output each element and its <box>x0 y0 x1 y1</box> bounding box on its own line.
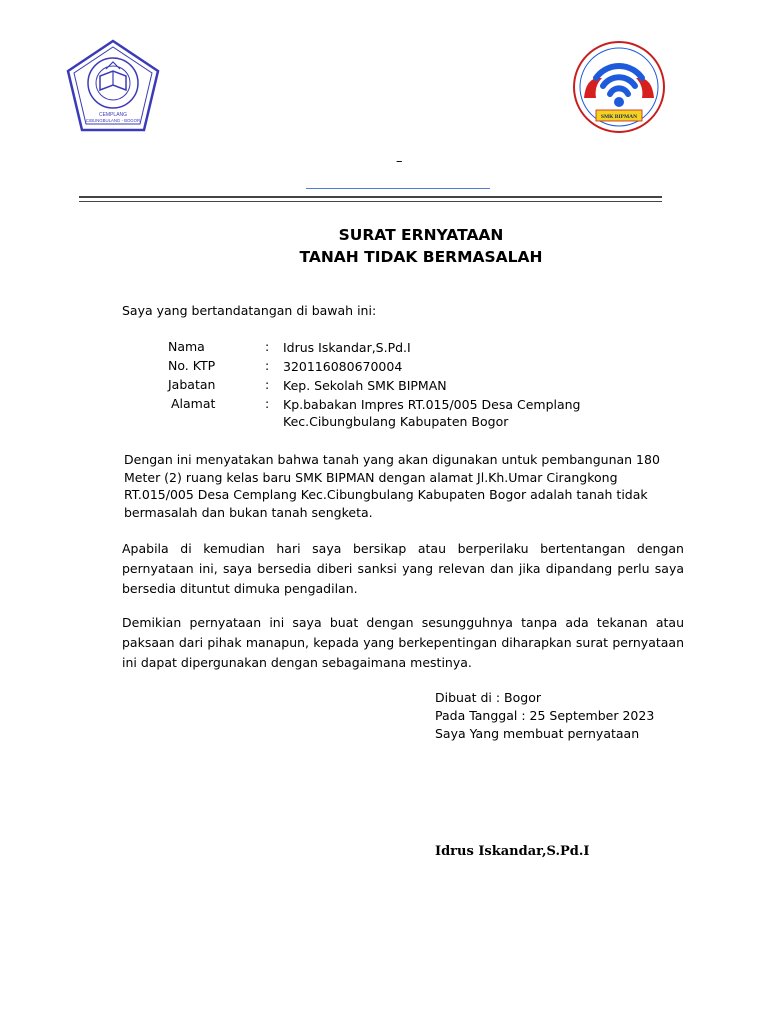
crest-text-bottom: CIBUNGBULANG - BOGOR <box>85 118 141 123</box>
identity-label: Alamat <box>171 396 216 411</box>
identity-value: 320116080670004 <box>283 359 403 374</box>
identity-colon: : <box>265 339 270 354</box>
smk-bipman-logo <box>572 40 666 134</box>
identity-value: Kep. Sekolah SMK BIPMAN <box>283 378 447 393</box>
school-crest-logo <box>64 38 162 134</box>
identity-label: No. KTP <box>168 358 216 373</box>
closing-paragraph: Demikian pernyataan ini saya buat dengan sesungguhnya tanpa ada tekanan atau paksaan dari pihak manapun, kepada yang berkepentingan diharapkan surat pernyataan ini dapat dipergunakan dengan sebagaimana mestinya. <box>122 615 684 670</box>
intro-text: Saya yang bertandatangan di bawah ini: <box>122 303 377 318</box>
statement-paragraph: Dengan ini menyatakan bahwa tanah yang akan digunakan untuk pembangunan 180 Meter (2) ruang kelas baru SMK BIPMAN dengan alamat Jl.Kh.Umar Cirangkong RT.015/005 Desa Cemplang Kec.Cibungbulang Kabupaten Bogor adalah tanah tidak bermasalah dan bukan tanah sengketa. <box>124 452 660 520</box>
identity-value: Kp.babakan Impres RT.015/005 Desa Cemplang Kec.Cibungbulang Kabupaten Bogor <box>283 397 581 429</box>
identity-label: Nama <box>168 339 205 354</box>
identity-colon: : <box>265 377 270 392</box>
document-subtitle: TANAH TIDAK BERMASALAH <box>299 248 543 266</box>
identity-colon: : <box>265 396 270 411</box>
identity-colon: : <box>265 358 270 373</box>
logo-banner-text: SMK BIPMAN <box>600 114 638 120</box>
header-rule-thick <box>79 196 662 198</box>
identity-value: Idrus Iskandar,S.Pd.I <box>283 340 411 355</box>
header-rule-thin <box>79 201 662 202</box>
crest-text-top: CEMPLANG <box>98 112 128 118</box>
header-dash: – <box>396 154 403 169</box>
document-title: SURAT ERNYATAAN <box>338 226 504 244</box>
blue-underline <box>306 188 490 189</box>
signature-place: Dibuat di : Bogor <box>435 690 541 705</box>
signature-block <box>435 689 654 743</box>
identity-label: Jabatan <box>168 377 216 392</box>
signature-date: Pada Tanggal : 25 September 2023 <box>435 708 655 723</box>
signature-statement: Saya Yang membuat pernyataan <box>435 726 640 741</box>
consequence-paragraph: Apabila di kemudian hari saya bersikap atau berperilaku bertentangan dengan pernyataan ini, saya bersedia diberi sanksi yang relevan dan jika dipandang perlu saya bersedia dituntut dimuka pengadilan. <box>122 541 684 596</box>
signer-name: Idrus Iskandar,S.Pd.I <box>435 844 590 859</box>
